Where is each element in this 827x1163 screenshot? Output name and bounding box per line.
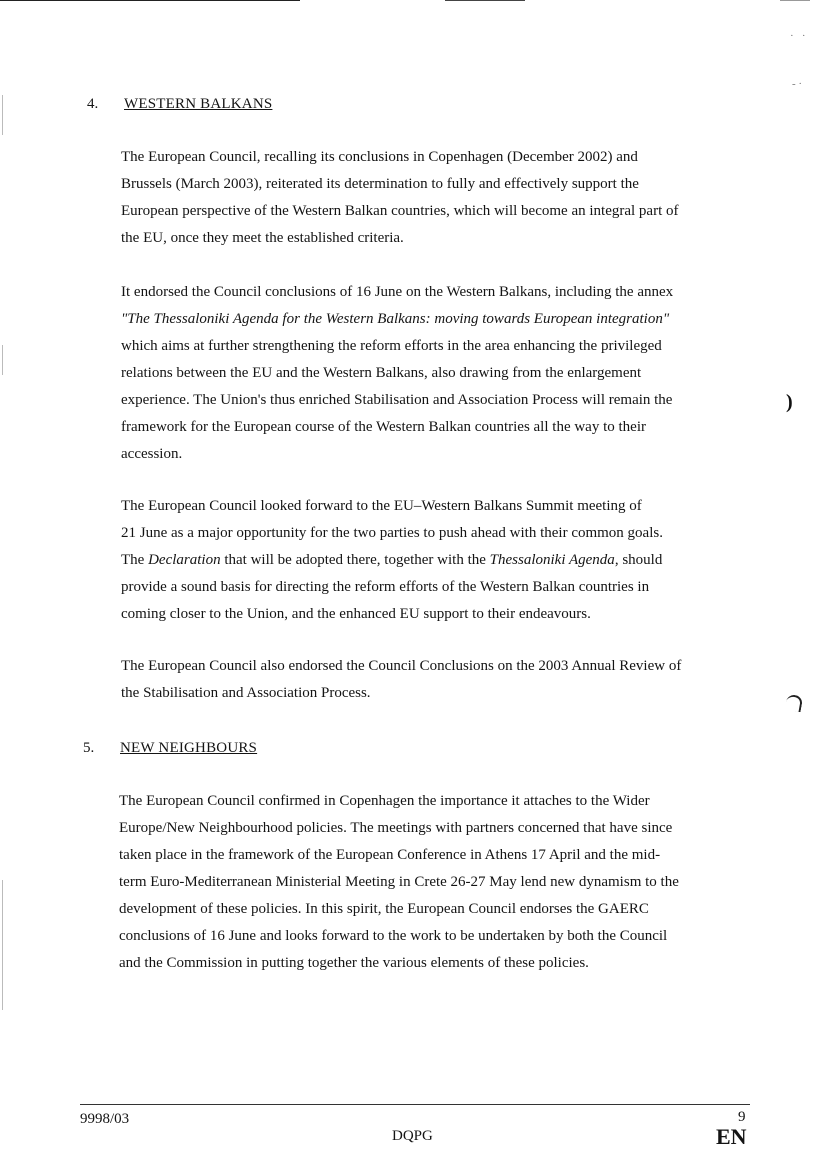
text-line <box>121 547 761 574</box>
scan-edge-line <box>2 95 3 135</box>
agenda-title: Thessaloniki Agenda <box>489 552 615 568</box>
text-line: Brussels (March 2003), reiterated its determination to fully and effectively support the <box>121 176 639 192</box>
text-line: The European Council confirmed in Copenhagen the importance it attaches to the Wider <box>119 793 650 809</box>
scan-arc-mark <box>785 694 804 713</box>
paragraph <box>121 653 761 707</box>
declaration-title: Declaration <box>148 552 221 568</box>
text-span: The <box>121 552 149 568</box>
scan-edge-line <box>0 0 300 1</box>
annex-title: "The Thessaloniki Agenda for the Western Balkans: moving towards European integration" <box>121 311 670 327</box>
text-line: conclusions of 16 June and looks forward to the work to be undertaken by both the Council <box>119 928 668 944</box>
text-line: the EU, once they meet the established criteria. <box>121 230 404 246</box>
text-line: accession. <box>121 446 183 462</box>
scan-speck: · · <box>790 30 806 42</box>
paragraph <box>121 279 761 468</box>
text-line: development of these policies. In this spirit, the European Council endorses the GAERC <box>119 901 649 917</box>
text-line: The European Council, recalling its conclusions in Copenhagen (December 2002) and <box>121 149 638 165</box>
scan-edge-line <box>2 345 3 375</box>
department-code: DQPG <box>392 1128 433 1144</box>
section-title: WESTERN BALKANS <box>124 96 273 112</box>
scan-edge-line <box>445 0 525 1</box>
scan-edge-line <box>2 880 3 1010</box>
text-line-italic <box>121 306 761 333</box>
text-line: framework for the European course of the Western Balkan countries all the way to their <box>121 419 646 435</box>
text-line: The European Council also endorsed the Council Conclusions on the 2003 Annual Review of <box>121 658 682 674</box>
text-line: relations between the EU and the Western Balkans, also drawing from the enlargement <box>121 365 642 381</box>
scan-edge-line <box>780 0 810 1</box>
text-line: term Euro-Mediterranean Ministerial Meeting in Crete 26-27 May lend new dynamism to the <box>119 874 679 890</box>
paragraph <box>121 493 761 628</box>
scan-speck: - · <box>792 78 803 90</box>
scan-bracket-mark: ) <box>786 391 793 413</box>
paragraph <box>119 788 759 977</box>
text-line: European perspective of the Western Balkan countries, which will become an integral part of <box>121 203 679 219</box>
text-line: coming closer to the Union, and the enhanced EU support to their endeavours. <box>121 606 591 622</box>
text-line: and the Commission in putting together the various elements of these policies. <box>119 955 589 971</box>
text-line: which aims at further strengthening the reform efforts in the area enhancing the privileged <box>121 338 662 354</box>
text-span: , should <box>614 552 663 568</box>
section-number: 4. <box>87 96 99 112</box>
text-line: experience. The Union's thus enriched Stabilisation and Association Process will remain the <box>121 392 673 408</box>
section-number: 5. <box>83 740 95 756</box>
text-line: 21 June as a major opportunity for the two parties to push ahead with their common goals. <box>121 525 663 541</box>
text-line: The European Council looked forward to the EU–Western Balkans Summit meeting of <box>121 498 642 514</box>
language-code: EN <box>716 1124 747 1149</box>
section-title: NEW NEIGHBOURS <box>120 740 258 756</box>
text-line: provide a sound basis for directing the reform efforts of the Western Balkan countries in <box>121 579 650 595</box>
paragraph <box>121 144 761 252</box>
footer-divider <box>80 1104 750 1105</box>
text-span: that will be adopted there, together with the <box>220 552 490 568</box>
text-line: the Stabilisation and Association Process. <box>121 685 371 701</box>
page-number: 9 <box>738 1109 746 1125</box>
document-reference: 9998/03 <box>80 1111 130 1127</box>
text-line: Europe/New Neighbourhood policies. The meetings with partners concerned that have since <box>119 820 673 836</box>
text-line: taken place in the framework of the European Conference in Athens 17 April and the mid- <box>119 847 661 863</box>
text-line: It endorsed the Council conclusions of 16 June on the Western Balkans, including the annex <box>121 284 674 300</box>
